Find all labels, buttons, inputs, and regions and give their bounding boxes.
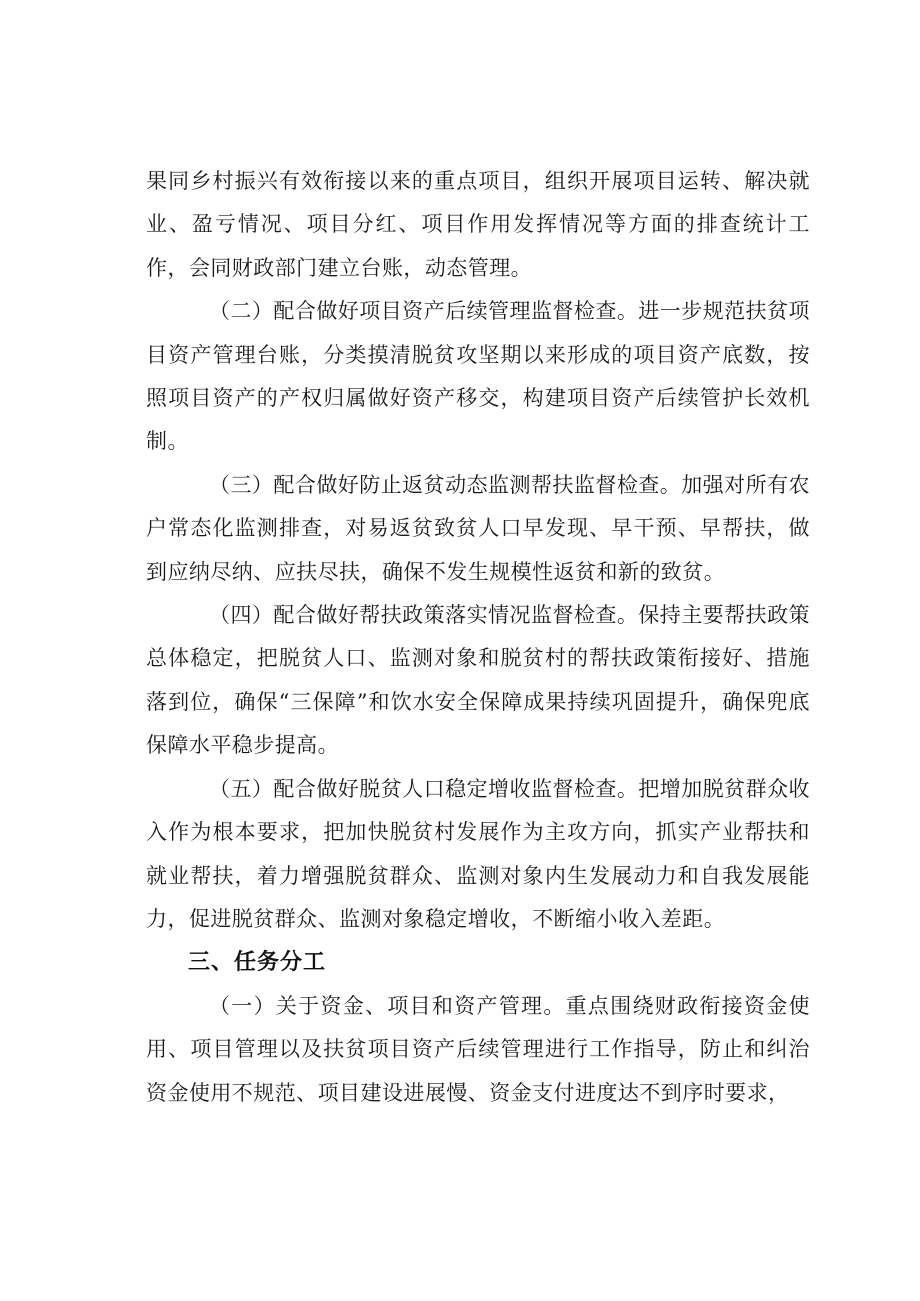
paragraph-item-5: （五）配合做好脱贫人口稳定增收监督检查。把增加脱贫群众收入作为根本要求，把加快脱贫村发展作为主攻方向，抓实产业帮扶和就业帮扶，着力增强脱贫群众、监测对象内生发展动力和自我发展能力，促进脱贫群众、监测对象稳定增收，不断缩小收入差距。 [146,776,810,931]
paragraph-continuation: 果同乡村振兴有效衔接以来的重点项目，组织开展项目运转、解决就业、盈亏情况、项目分红、项目作用发挥情况等方面的排查统计工作，会同财政部门建立台账，动态管理。 [146,169,810,280]
document-body [146,160,810,1115]
paragraph-item-3: （三）配合做好防止返贫动态监测帮扶监督检查。加强对所有农户常态化监测排查，对易返贫致贫人口早发现、早干预、早帮扶，做到应纳尽纳、应扶尽扶，确保不发生规模性返贫和新的致贫。 [146,472,810,584]
paragraph-item-4: （四）配合做好帮扶政策落实情况监督检查。保持主要帮扶政策总体稳定，把脱贫人口、监测对象和脱贫村的帮扶政策衔接好、措施落到位，确保“三保障”和饮水安全保障成果持续巩固提升，确保兜底保障水平稳步提高。 [146,603,810,758]
paragraph-task-1: （一）关于资金、项目和资产管理。重点围绕财政衔接资金使用、项目管理以及扶贫项目资产后续管理进行工作指导，防止和纠治资金使用不规范、项目建设进展慢、资金支付进度达不到序时要求， [146,993,810,1105]
paragraph-item-2: （二）配合做好项目资产后续管理监督检查。进一步规范扶贫项目资产管理台账，分类摸清脱贫攻坚期以来形成的项目资产底数，按照项目资产的产权归属做好资产移交，构建项目资产后续管护长效机制。 [146,299,810,454]
section-heading-task-division: 三、任务分工 [188,950,327,976]
